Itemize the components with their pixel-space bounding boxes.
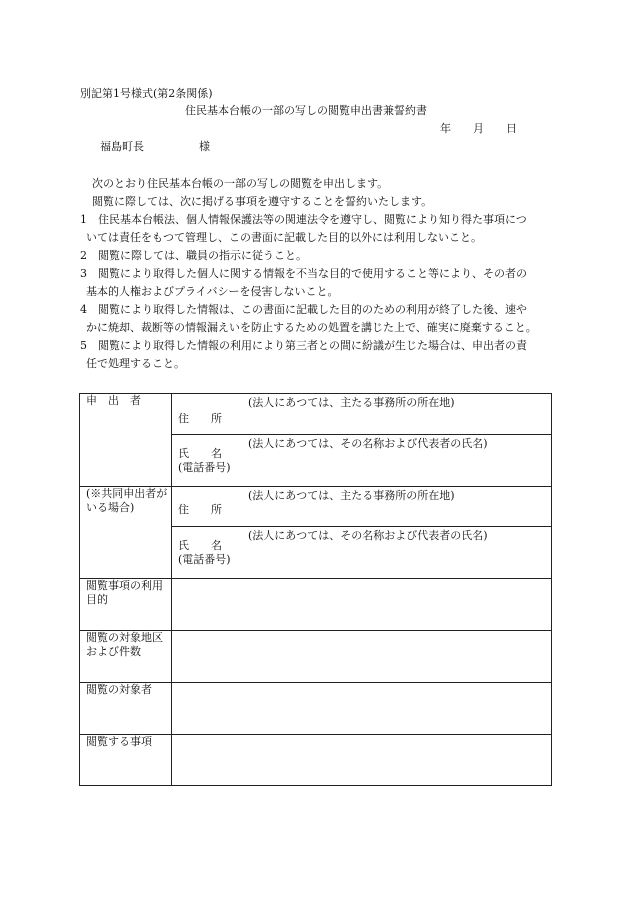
document-title: 住民基本台帳の一部の写しの閲覧申出書兼誓約書 xyxy=(185,104,427,117)
co-applicant-phone-label: (電話番号) xyxy=(178,553,231,566)
co-applicant-name-label: 氏 名 xyxy=(178,539,222,552)
items-input[interactable] xyxy=(172,735,552,786)
form-number: 別記第1号様式(第2条関係) xyxy=(80,87,213,100)
applicant-label: 申 出 者 xyxy=(86,394,141,407)
purpose-label: 閲覧事項の利用目的 xyxy=(86,579,163,606)
pledge-item-4: 4 閲覧により取得した情報は、この書面に記載した目的のための利用が終了した後、速や xyxy=(80,303,527,316)
pledge-item-3: 3 閲覧により取得した個人に関する情報を不当な目的で使用すること等により、その者の xyxy=(80,267,527,280)
date-line: 年 月 日 xyxy=(440,122,517,135)
applicant-label-cell xyxy=(80,394,172,487)
pledge-item-2: 2 閲覧に際しては、職員の指示に従うこと。 xyxy=(80,249,307,262)
addressee: 福島町長 様 xyxy=(100,140,210,153)
application-table xyxy=(79,393,552,786)
items-label-cell xyxy=(80,735,172,786)
pledge-item-3-cont: 基本的人権およびプライバシーを侵害しないこと。 xyxy=(86,285,339,298)
intro-line-1: 次のとおり住民基本台帳の一部の写しの閲覧を申出します。 xyxy=(92,177,389,190)
co-applicant-label: (※共同申出者がいる場合) xyxy=(86,487,168,514)
co-applicant-address-note: (法人にあつては、主たる事務所の所在地) xyxy=(248,489,455,502)
pledge-item-4-cont: かに焼却、裁断等の情報漏えいを防止するための処置を講じた上で、確実に廃棄すること。 xyxy=(86,321,537,334)
pledge-item-1: 1 住民基本台帳法、個人情報保護法等の関連法令を遵守し、閲覧により知り得た事項につ xyxy=(80,213,527,226)
pledge-item-1-cont: いては責任をもつて管理し、この書面に記載した目的以外には利用しないこと。 xyxy=(86,231,482,244)
applicant-address-note: (法人にあつては、主たる事務所の所在地) xyxy=(248,396,455,409)
pledge-item-5-cont: 任で処理すること。 xyxy=(86,357,185,370)
intro-line-2: 閲覧に際しては、次に掲げる事項を遵守することを誓約いたします。 xyxy=(92,195,433,208)
target-label-cell xyxy=(80,683,172,735)
purpose-label-cell xyxy=(80,579,172,631)
applicant-name-label: 氏 名 xyxy=(178,447,222,460)
target-label: 閲覧の対象者 xyxy=(86,683,152,696)
target-input[interactable] xyxy=(172,683,552,735)
purpose-input[interactable] xyxy=(172,579,552,631)
co-applicant-label-cell xyxy=(80,487,172,579)
co-applicant-address-cell[interactable] xyxy=(172,487,552,527)
applicant-name-note: (法人にあつては、その名称および代表者の氏名) xyxy=(248,437,488,450)
applicant-phone-label: (電話番号) xyxy=(178,461,231,474)
area-input[interactable] xyxy=(172,631,552,683)
co-applicant-address-label: 住 所 xyxy=(178,503,222,516)
co-applicant-name-cell[interactable] xyxy=(172,527,552,579)
applicant-name-cell[interactable] xyxy=(172,435,552,487)
items-label: 閲覧する事項 xyxy=(86,735,152,748)
applicant-address-cell[interactable] xyxy=(172,394,552,435)
area-label-cell xyxy=(80,631,172,683)
applicant-address-label: 住 所 xyxy=(178,412,222,425)
area-label: 閲覧の対象地区および件数 xyxy=(86,631,163,658)
co-applicant-name-note: (法人にあつては、その名称および代表者の氏名) xyxy=(248,529,488,542)
pledge-item-5: 5 閲覧により取得した情報の利用により第三者との間に紛議が生じた場合は、申出者の責 xyxy=(80,339,527,352)
